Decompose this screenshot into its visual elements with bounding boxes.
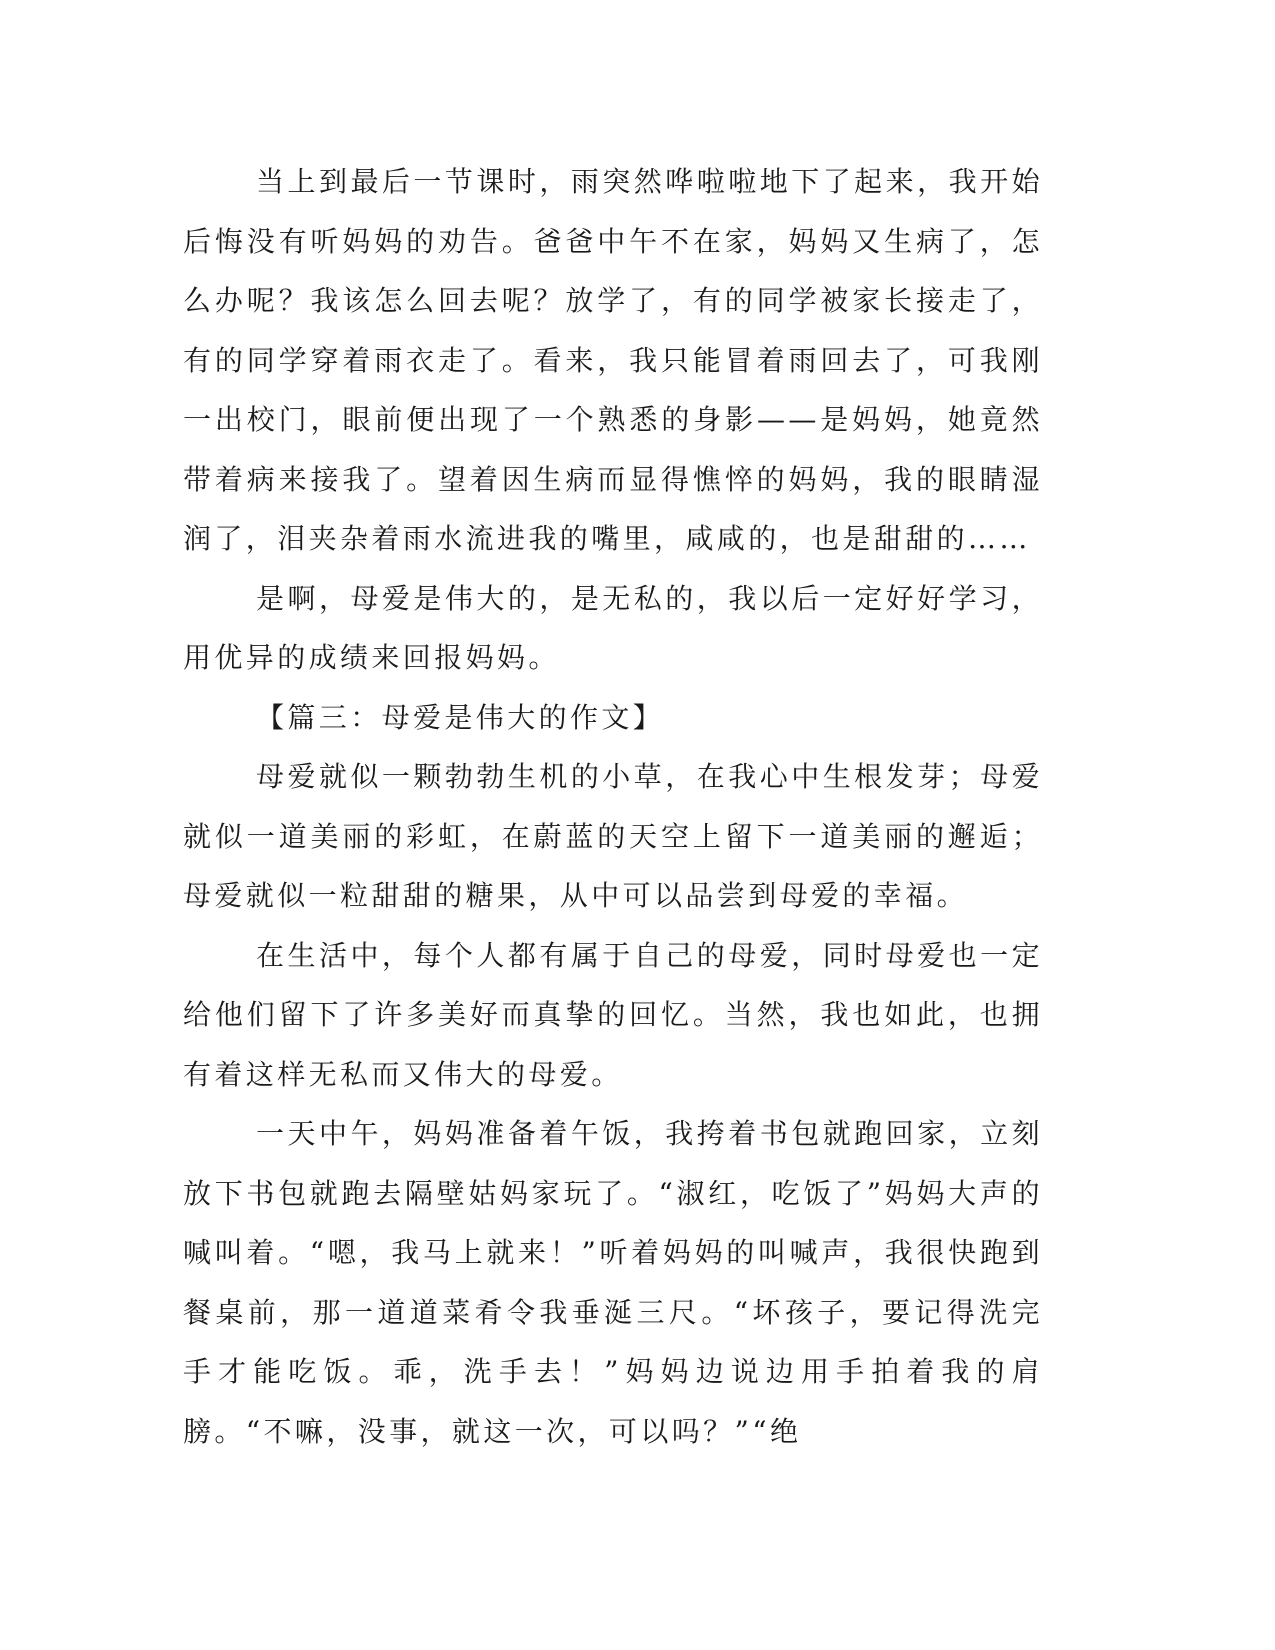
paragraph-metaphors: 母爱就似一颗勃勃生机的小草，在我心中生根发芽；母爱就似一道美丽的彩虹，在蔚蓝的天空上留下一道美丽的邂逅；母爱就似一粒甜甜的糖果，从中可以品尝到母爱的幸福。 xyxy=(183,760,1043,912)
section-heading: 【篇三：母爱是伟大的作文】 xyxy=(256,700,665,734)
paragraph-conclusion: 是啊，母爱是伟大的，是无私的，我以后一定好好学习，用优异的成绩来回报妈妈。 xyxy=(183,581,1043,674)
paragraph-rain-story: 当上到最后一节课时，雨突然哗啦啦地下了起来，我开始后悔没有听妈妈的劝告。爸爸中午不在家，妈妈又生病了，怎么办呢？我该怎么回去呢？放学了，有的同学被家长接走了，有的同学穿着雨衣走了。看来，我只能冒着雨回去了，可我刚一出校门，眼前便出现了一个熟悉的身影——是妈妈，她竟然带着病来接我了。望着因生病而显得憔悴的妈妈，我的眼睛湿润了，泪夹杂着雨水流进我的嘴里，咸咸的，也是甜甜的…… xyxy=(183,165,1043,555)
paragraph-life: 在生活中，每个人都有属于自己的母爱，同时母爱也一定给他们留下了许多美好而真挚的回忆。当然，我也如此，也拥有着这样无私而又伟大的母爱。 xyxy=(183,938,1043,1091)
document-body xyxy=(183,152,1043,1461)
paragraph-lunch-story: 一天中午，妈妈准备着午饭，我挎着书包就跑回家，立刻放下书包就跑去隔壁姑妈家玩了。“淑红，吃饭了”妈妈大声的喊叫着。“嗯，我马上就来！”听着妈妈的叫喊声，我很快跑到餐桌前，那一道道菜肴令我垂涎三尺。“坏孩子，要记得洗完手才能吃饭。乖，洗手去！”妈妈边说边用手拍着我的肩膀。“不嘛，没事，就这一次，可以吗？”“绝 xyxy=(183,1117,1043,1448)
